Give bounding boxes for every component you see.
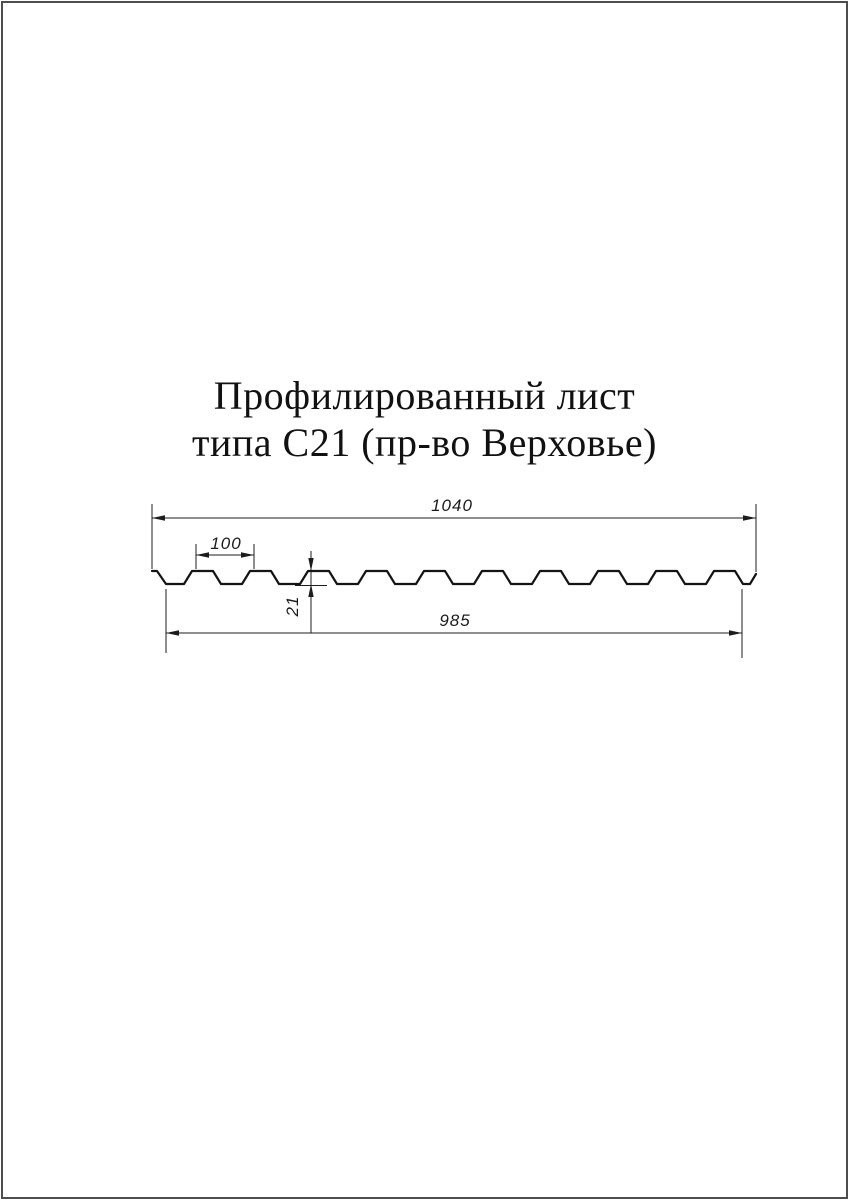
arrowhead-left [196, 552, 209, 557]
dimension-label-100: 100 [210, 534, 242, 553]
arrowhead-right [743, 515, 756, 520]
arrowhead-right [241, 552, 254, 557]
dimension-label-985: 985 [439, 611, 471, 630]
arrowhead-right [729, 630, 742, 635]
dimension-overall-width [152, 496, 756, 572]
profile-outline [152, 571, 756, 584]
dimension-rib-pitch [196, 534, 254, 569]
arrowhead-left [152, 515, 165, 520]
dimension-label-1040: 1040 [431, 496, 473, 515]
title-line-2: типа С21 (пр-во Верховье) [192, 420, 657, 465]
dimension-profile-height [283, 551, 327, 633]
arrowhead-left [166, 630, 179, 635]
arrowhead-down [308, 558, 313, 571]
dimension-label-21: 21 [283, 595, 302, 617]
dimension-useful-width [166, 589, 742, 658]
title-line-1: Профилированный лист [213, 373, 636, 418]
